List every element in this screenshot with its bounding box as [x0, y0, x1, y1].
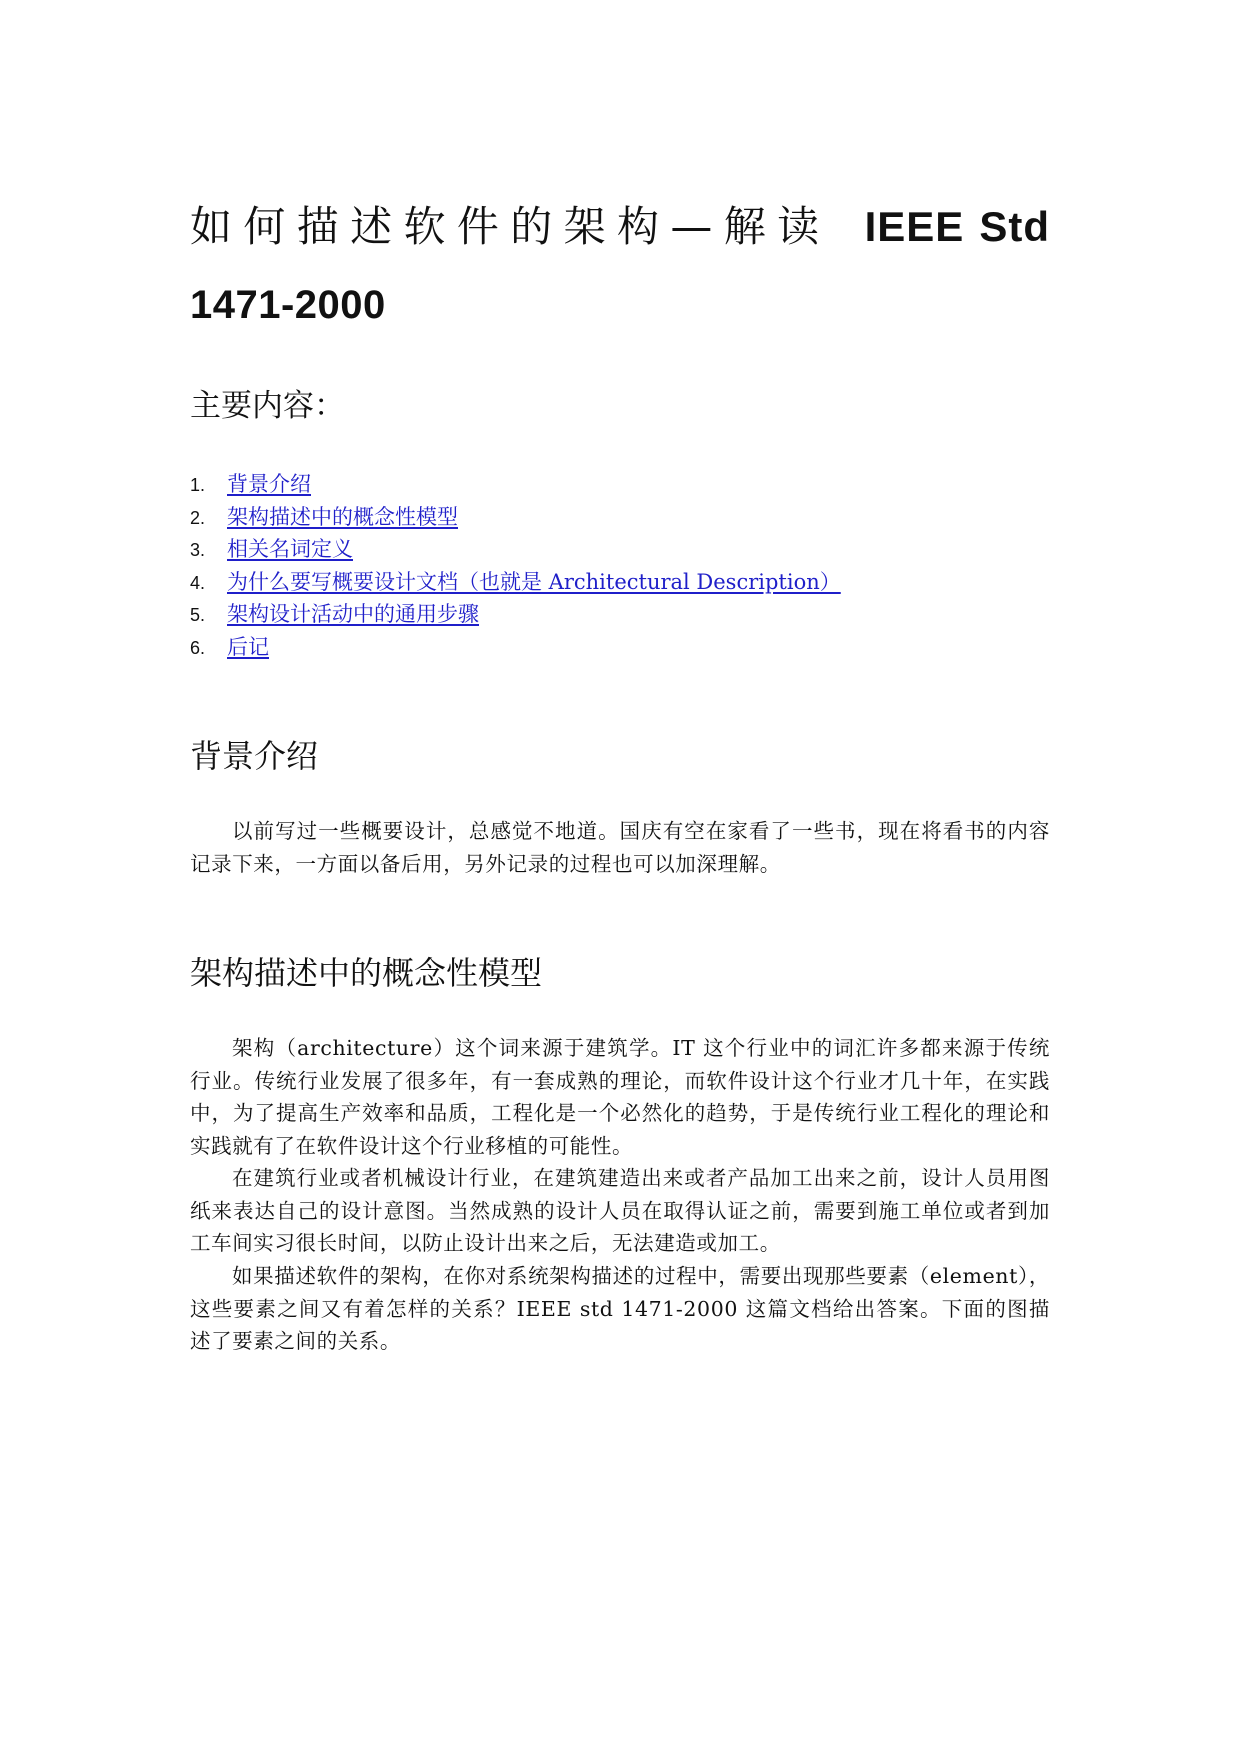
toc-number: 2.	[190, 507, 206, 528]
toc-number: 1.	[190, 475, 206, 495]
document-title-chinese: 如何描述软件的架构—解读	[190, 202, 831, 251]
toc-link-general-steps[interactable]: 架构设计活动中的通用步骤	[227, 602, 479, 626]
table-of-contents	[190, 468, 841, 663]
toc-item	[190, 566, 841, 599]
toc-item	[190, 501, 841, 534]
document-title-number: 1471-2000	[190, 283, 386, 327]
toc-link-postscript[interactable]: 后记	[227, 634, 269, 659]
model-paragraph-3: 如果描述软件的架构，在你对系统架构描述的过程中，需要出现那些要素（element），这些要素之间又有着怎样的关系？IEEE std 1471-2000 这篇文档给出答案。下面的图描述了要素之间的关系。	[190, 1264, 1050, 1353]
document-title-standard: IEEE Std	[864, 203, 1050, 250]
document-title	[190, 188, 1050, 266]
toc-link-conceptual-model[interactable]: 架构描述中的概念性模型	[227, 504, 458, 529]
toc-number: 3.	[190, 540, 206, 560]
toc-item	[190, 533, 841, 566]
section-heading-conceptual-model: 架构描述中的概念性模型	[190, 954, 543, 992]
contents-heading: 主要内容：	[190, 388, 345, 424]
model-paragraph-2: 在建筑行业或者机械设计行业，在建筑建造出来或者产品加工出来之前，设计人员用图纸来表达自己的设计意图。当然成熟的设计人员在取得认证之前，需要到施工单位或者到加工车间实习很长时间，以防止设计出来之后，无法建造或加工。	[190, 1166, 1050, 1255]
toc-item	[190, 468, 841, 501]
toc-item	[190, 598, 841, 631]
toc-item	[190, 631, 841, 664]
background-paragraph: 以前写过一些概要设计，总感觉不地道。国庆有空在家看了一些书，现在将看书的内容记录下来，一方面以备后用，另外记录的过程也可以加深理解。	[190, 819, 1050, 876]
model-paragraph-1: 架构（architecture）这个词来源于建筑学。IT 这个行业中的词汇许多都来源于传统行业。传统行业发展了很多年，有一套成熟的理论，而软件设计这个行业才几十年，在实践中，为了提高生产效率和品质，工程化是一个必然化的趋势，于是传统行业工程化的理论和实践就有了在软件设计这个行业移植的可能性。	[190, 1036, 1050, 1158]
toc-link-why-write-ad[interactable]: 为什么要写概要设计文档（也就是 Architectural Description）	[227, 569, 841, 594]
toc-link-background[interactable]: 背景介绍	[227, 472, 311, 496]
toc-link-definitions[interactable]: 相关名词定义	[227, 537, 353, 561]
toc-number: 5.	[190, 605, 206, 625]
section-heading-background: 背景介绍	[190, 737, 319, 775]
toc-number: 6.	[190, 637, 206, 658]
toc-number: 4.	[190, 572, 206, 593]
